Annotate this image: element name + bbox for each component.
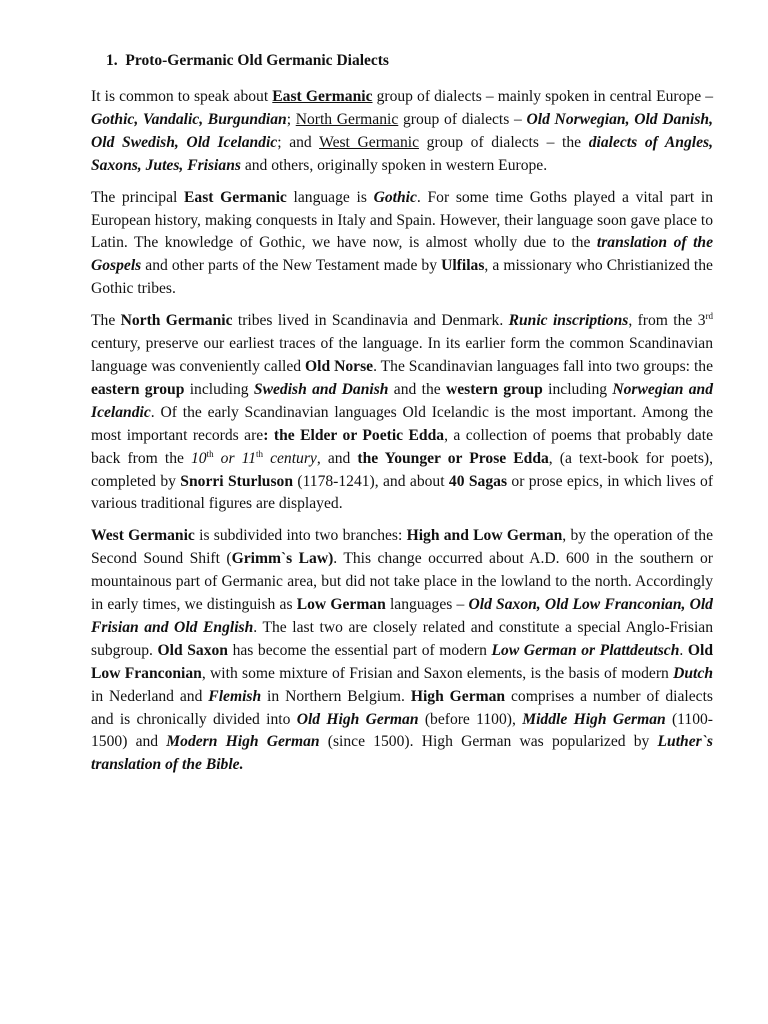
paragraph-east-germanic: The principal East Germanic language is Gothic. For some time Goths played a vital part in European history, making conquests in Italy and Spain. However, their language soon gave place to Latin. The knowledge of Gothic, we have now, is almost wholly due to the translation of the Gospels and other parts of the New Testament made by Ulfilas, a missionary who Christianized the Gothic tribes. bbox=[91, 188, 714, 298]
paragraph-dialect-groups: It is common to speak about East Germanic group of dialects – mainly spoken in central Europe – Gothic, Vandalic, Burgundian; North Germanic group of dialects – Old Norwegian, Old Danish, Old Swedish, Old Icelandic; and West Germanic group of dialects – the dialects of Angles, Saxons, Jutes, Frisians and others, originally spoken in western Europe. bbox=[91, 88, 714, 174]
section-heading bbox=[106, 50, 713, 72]
heading-number: 1. bbox=[106, 52, 118, 69]
heading-text: Proto-Germanic Old Germanic Dialects bbox=[125, 52, 389, 69]
paragraph-north-germanic: The North Germanic tribes lived in Scandinavia and Denmark. Runic inscriptions, from the 3rd century, preserve our earliest traces of the language. In its earlier form the common Scandinavian language was conveniently called Old Norse. The Scandinavian languages fall into two groups: the eastern group including Swedish and Danish and the western group including Norwegian and Icelandic. Of the early Scandinavian languages Old Icelandic is the most important. Among the most important records are: the Elder or Poetic Edda, a collection of poems that probably date back from the 10th or 11th century, and the Younger or Prose Edda, (a text-book for poets), completed by Snorri Sturluson (1178-1241), and about 40 Sagas or prose epics, in which lives of various traditional figures are displayed. bbox=[91, 310, 714, 513]
west-germanic-list: dialects of Angles, Saxons, Jutes, Frisians bbox=[91, 133, 713, 174]
paragraph-west-germanic: West Germanic is subdivided into two branches: High and Low German, by the operation of the Second Sound Shift (Grimm`s Law). This change occurred about A.D. 600 in the southern or mountainous part of Germanic area, but did not take place in the lowland to the north. Accordingly in early times, we distinguish as Low German languages – Old Saxon, Old Low Franconian, Old Frisian and Old English. The last two are closely related and constitute a special Anglo-Frisian subgroup. Old Saxon has become the essential part of modern Low German or Plattdeutsch. Old Low Franconian, with some mixture of Frisian and Saxon elements, is the basis of modern Dutch in Nederland and Flemish in Northern Belgium. High German comprises a number of dialects and is chronically divided into Old High German (before 1100), Middle High German (1100-1500) and Modern High German (since 1500). High German was popularized by Luther`s translation of the Bible. bbox=[91, 527, 714, 774]
term-east-germanic: East Germanic bbox=[272, 88, 373, 105]
east-germanic-list: Gothic, Vandalic, Burgundian bbox=[91, 110, 287, 128]
document-page bbox=[91, 50, 713, 786]
north-germanic-list: Old Norwegian, Old Danish, Old Swedish, Old Icelandic bbox=[91, 110, 713, 151]
term-north-germanic: North Germanic bbox=[295, 110, 399, 128]
term-west-germanic: West Germanic bbox=[319, 133, 420, 151]
